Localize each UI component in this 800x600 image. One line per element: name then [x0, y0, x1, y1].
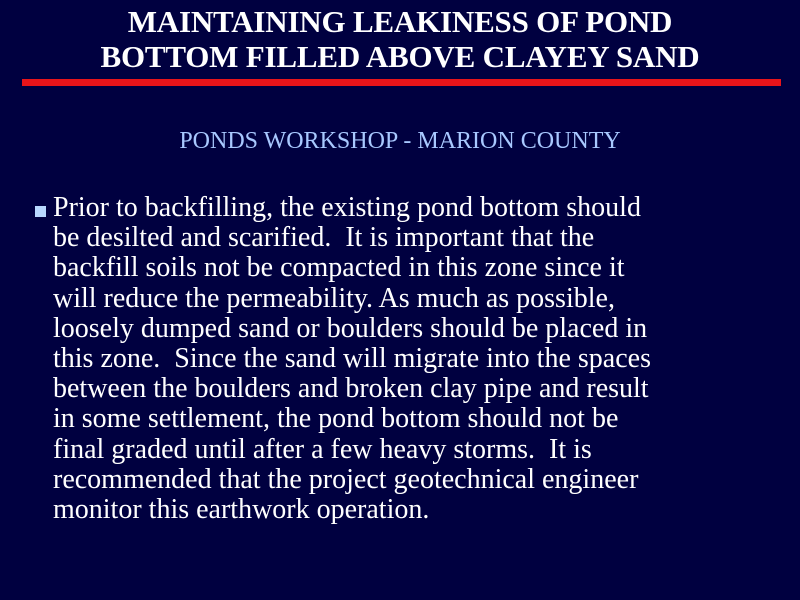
body-line: Prior to backfilling, the existing pond bottom should — [53, 192, 641, 223]
body-line: will reduce the permeability. As much as possible, — [53, 282, 615, 314]
body-line: this zone. Since the sand will migrate into the spaces — [53, 343, 651, 375]
square-bullet-icon — [35, 206, 46, 217]
title-divider — [22, 79, 781, 86]
body-line: backfill soils not be compacted in this zone since it — [53, 252, 625, 284]
title-line-2: BOTTOM FILLED ABOVE CLAYEY SAND — [100, 39, 700, 74]
body-line: monitor this earthwork operation. — [53, 494, 430, 526]
body-line: be desilted and scarified. It is important that the — [53, 222, 595, 254]
body-line: in some settlement, the pond bottom should not be — [53, 403, 619, 435]
bullet-body-text — [53, 193, 773, 525]
body-line: recommended that the project geotechnical engineer — [53, 463, 639, 495]
body-line: between the boulders and broken clay pipe and result — [53, 373, 649, 405]
slide-subtitle: PONDS WORKSHOP - MARION COUNTY — [179, 128, 621, 154]
body-line: loosely dumped sand or boulders should be placed in — [53, 312, 648, 344]
title-line-1: MAINTAINING LEAKINESS OF POND — [127, 4, 673, 39]
body-line: final graded until after a few heavy storms. It is — [53, 433, 592, 465]
slide-title — [0, 4, 800, 74]
